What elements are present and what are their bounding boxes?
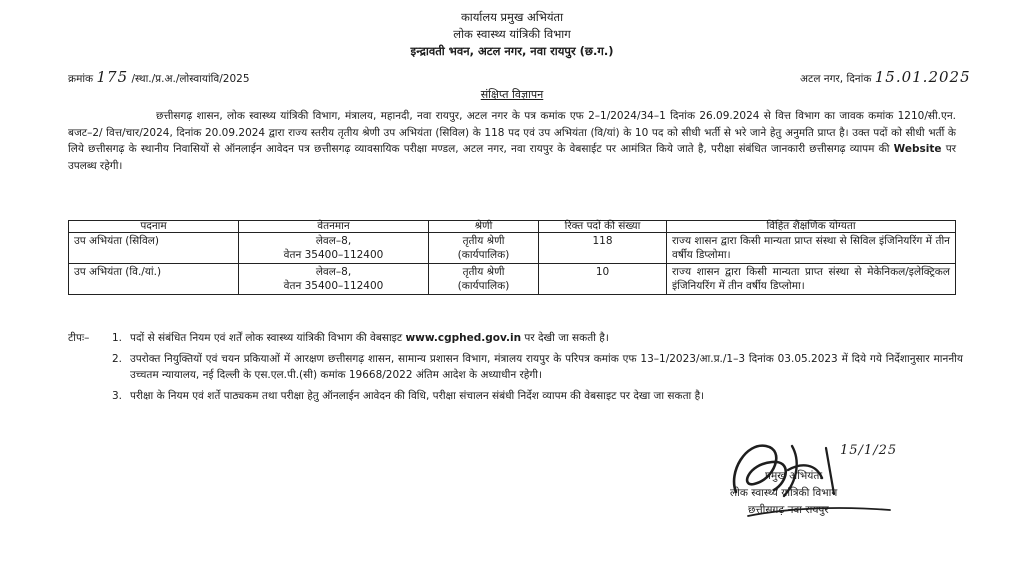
table-row <box>69 233 956 264</box>
notes-label: टीपः– <box>68 332 90 344</box>
note-text <box>130 330 963 347</box>
cell-qualification: राज्य शासन द्वारा किसी मान्यता प्राप्त संस्था से सिविल इंजिनियरिंग में तीन वर्षीय डिप्लोमा। <box>667 233 956 264</box>
reference-prefix: क्रमांक <box>68 73 94 85</box>
signatory-location: छत्तीसगढ़ नवा रायपुर <box>748 504 829 516</box>
cell-category <box>429 264 539 295</box>
cell-post: उप अभियंता (वि./यां.) <box>69 264 239 295</box>
cell-category <box>429 233 539 264</box>
signatory-title: प्रमुख अभियंता <box>765 470 823 482</box>
cell-vacancies: 10 <box>539 264 667 295</box>
cell-pay <box>239 264 429 295</box>
vacancy-table <box>68 220 956 295</box>
table-header-row <box>69 221 956 233</box>
note-number: 1. <box>112 332 123 344</box>
notes-section <box>68 330 963 408</box>
note-number: 3. <box>112 389 123 402</box>
note-item <box>68 351 963 384</box>
category: तृतीय श्रेणी <box>462 235 505 247</box>
notice-title: संक्षिप्त विज्ञापन <box>480 88 544 101</box>
paragraph-end: पर उपलब्ध रहेगी। <box>68 143 957 172</box>
website-url: www.cgphed.gov.in <box>405 332 522 344</box>
note-text-before: पदों से संबंधित नियम एवं शर्तें लोक स्वास्थ्य यांत्रिकी विभाग की वेबसाइट <box>130 332 403 344</box>
paragraph-body: छत्तीसगढ़ शासन, लोक स्वास्थ्य यांत्रिकी विभाग, मंत्रालय, महानदी, नवा रायपुर, अटल नगर के पत्र कमांक एफ 2–1/2024/34–1 दिनांक 26.09.2024 से वित्त विभाग का जावक कमांक 1210/सी.एन. बजट–2/ वित्त/चार/2024, दिनांक 20.09.2024 द्वारा राज्य स्तरीय तृतीय श्रेणी उप अभियंता (सिविल) के 118 पद एवं उप अभियंता (वि/यां) के 10 पद को सीधी भर्ती से भरे जाने हेतु अनुमति प्राप्त है। उक्त पदों को सीधी भर्ती के लिये छत्तीसगढ़ के स्थानीय निवासियों से ऑनलाईन आवेदन पत्र छत्तीसगढ़ व्यावसायिक परीक्षा मण्डल, अटल नगर, नवा रायपुर के वेबसाईट पर आमंत्रित किये जाते है, परीक्षा संबंधित जानकारी छत्तीसगढ़ व्यापम की <box>68 110 956 156</box>
header-pay-scale: वेतनमान <box>239 221 429 233</box>
header-vacancies: रिक्त पदों की संख्या <box>539 221 667 233</box>
note-text-after: पर देखी जा सकती है। <box>524 332 609 344</box>
notice-paragraph <box>68 108 956 174</box>
pay-level: लेवल–8, <box>315 235 352 247</box>
office-address: इन्द्रावती भवन, अटल नगर, नवा रायपुर (छ.ग.) <box>410 44 614 58</box>
signature-date-mark: 15/1/25 <box>840 443 898 458</box>
note-text: परीक्षा के नियम एवं शर्ते पाठ्यकम तथा परीक्षा हेतु ऑनलाईन आवेदन की विधि, परीक्षा संचालन संबंधी निर्देश व्यापम की वेबसाइट पर देखा जा सकता है। <box>130 389 705 402</box>
pay-scale: वेतन 35400–112400 <box>283 249 384 261</box>
category-type: (कार्यपालिक) <box>457 280 510 292</box>
category: तृतीय श्रेणी <box>462 266 505 278</box>
category-type: (कार्यपालिक) <box>457 249 510 261</box>
cell-qualification: राज्य शासन द्वारा किसी मान्यता प्राप्त संस्था से मेकेनिकल/इलेक्ट्रिकल इंजिनियरिंग में तीन वर्षीय डिप्लोमा। <box>667 264 956 295</box>
signatory-department: लोक स्वास्थ्य यांत्रिकी विभाग <box>730 487 838 499</box>
cell-vacancies: 118 <box>539 233 667 264</box>
website-word: Website <box>893 143 942 156</box>
date-prefix: अटल नगर, दिनांक <box>800 73 872 85</box>
header-category: श्रेणी <box>429 221 539 233</box>
reference-date <box>800 70 971 86</box>
table-row <box>69 264 956 295</box>
office-title: कार्यालय प्रमुख अभियंता <box>460 10 564 24</box>
note-item <box>68 330 963 347</box>
department-name: लोक स्वास्थ्य यांत्रिकी विभाग <box>453 27 571 41</box>
note-number: 2. <box>112 352 123 365</box>
cell-post: उप अभियंता (सिविल) <box>69 233 239 264</box>
header-post: पदनाम <box>69 221 239 233</box>
pay-level: लेवल–8, <box>315 266 352 278</box>
reference-suffix: /स्था./प्र.अ./लोस्वायांवि/2025 <box>131 73 250 85</box>
cell-pay <box>239 233 429 264</box>
note-text: उपरोक्त नियुक्तियों एवं चयन प्रकियाओं में आरक्षण छत्तीसगढ़ शासन, सामान्य प्रशासन विभाग, मंत्रालय रायपुर के परिपत्र कमांक एफ 13–1/2023/आ.प्र./1–3 दिनांक 03.05.2023 में दिये गये निर्देशानुसार माननीय उच्चतम न्यायालय, नई दिल्ली के एस.एल.पी.(सी) कमांक 19668/2022 अंतिम आदेश के अध्याधीन रहेगी। <box>130 352 963 381</box>
note-item <box>68 388 963 405</box>
date-handwritten: 15.01.2025 <box>874 68 971 86</box>
reference-number <box>68 70 250 86</box>
pay-scale: वेतन 35400–112400 <box>283 280 384 292</box>
reference-number-handwritten: 175 <box>96 68 129 86</box>
header-qualification: विहित शैक्षणिक योग्यता <box>667 221 956 233</box>
